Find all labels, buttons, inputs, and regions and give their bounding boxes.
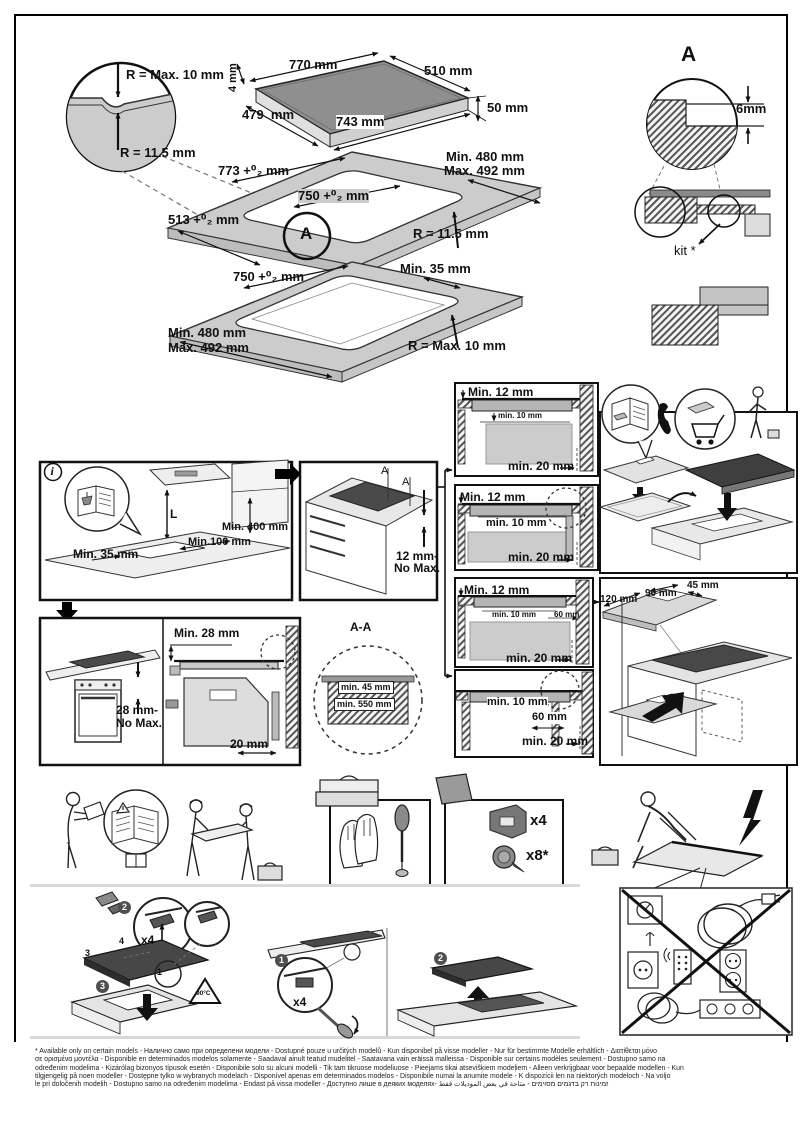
divider-rule-top bbox=[30, 884, 580, 887]
footnote-line: tilgjengelig på noen modeller - Dostępne tylko w wybranych modelach - Disponível apenas em determinados modelos - Disponibile numai la anumite modele - K dispozícii len na niektorých modeloch - Na voljo bbox=[35, 1072, 671, 1080]
hob-depth-right-label: 510 mm bbox=[424, 63, 473, 78]
screw-step-badge: 1 bbox=[275, 954, 288, 967]
lift-step-badge: 2 bbox=[434, 952, 447, 965]
hob-width-top-label: 770 mm bbox=[289, 57, 338, 72]
screws-qty-label: x8* bbox=[526, 847, 549, 864]
cutout-top-width-label: 773 +⁰₂ mm bbox=[218, 163, 290, 178]
section-aa-title: A-A bbox=[350, 620, 372, 634]
flush1-side-label: 60 mm bbox=[554, 610, 580, 619]
removal-step-illustration bbox=[398, 957, 576, 1036]
cutout-flush-depth-max-label: Max. 492 mm bbox=[168, 340, 249, 355]
flush-edge-cross-section bbox=[652, 287, 768, 345]
cutout-flush-wall-label: Min. 35 mm bbox=[400, 261, 471, 276]
footnote-line: le pri določenih modelih - Dostupno samo na određenim modelima - Endast på vissa modeller - Доступно лише в деяких моделях- זמינות רק בדגמים מסוימים - متاحة في بعض الموديلات فقط bbox=[35, 1081, 609, 1089]
cutout-flush-radius-label: R = Max. 10 mm bbox=[408, 338, 506, 353]
cutout-flush-width-label: 750 +⁰₂ mm bbox=[233, 269, 305, 284]
cutout-top-radius-label: R = 11.5 mm bbox=[413, 226, 489, 241]
info-icon: i bbox=[50, 463, 54, 478]
rear-clearance-label: Min.100 mm bbox=[188, 536, 251, 548]
notch-depth-label: 45 mm bbox=[687, 580, 719, 591]
section-cut-a1-label: A bbox=[381, 465, 389, 477]
hood-ref-label: L bbox=[170, 507, 178, 521]
corner-number-1: 1 bbox=[157, 967, 163, 977]
detail-a-gap-label: 6mm bbox=[736, 101, 767, 116]
section-cut-a2-label: A bbox=[402, 476, 410, 488]
hood-height-label: Min. 400 mm bbox=[222, 521, 289, 533]
section-aa-width-label: min. 550 mm bbox=[334, 698, 395, 711]
kit-label: kit * bbox=[674, 243, 696, 258]
hob-width-bottom-label: 743 mm bbox=[336, 114, 385, 129]
electrical-hazard-pictogram bbox=[592, 790, 763, 890]
footnote-line: * Available only on certain models - Налично само при определени модели - Dostupné pouze u určitých modelů - Kun disponibel på visse modeller - Nur für bestimmte Modelle erhältlich - Διατίθεται μόνο bbox=[35, 1048, 658, 1055]
insert-step-badge: 3 bbox=[96, 980, 109, 993]
oven-gap-label-1: 28 mm- bbox=[116, 703, 159, 717]
two-person-carry-pictogram bbox=[187, 800, 282, 880]
cutout-top-front-width-label: 750 +⁰₂ mm bbox=[298, 188, 370, 203]
corner-number-4: 4 bbox=[119, 936, 125, 946]
flush2-below-label: min. 10 mm bbox=[487, 696, 548, 708]
oven-icon bbox=[75, 680, 121, 742]
oven-rear-gap-label: 20 mm bbox=[230, 737, 269, 751]
hardware-panel-illustration bbox=[436, 774, 563, 885]
radius-max-label: R = Max. 10 mm bbox=[126, 67, 224, 82]
side-clearance-label: Min. 35 mm bbox=[73, 547, 139, 561]
temp-warning-label: 90°C bbox=[196, 990, 211, 997]
footnote-line: σε ορισμένα μοντέλα - Disponible en determinados modelos solamente - Saadaval ainult teatud mudelitel - Saatavana vain eräissä malleissa - Disponible sur certains modèles seulement - Dostupno samo na bbox=[35, 1056, 666, 1064]
bracket-install-step-illustration bbox=[72, 892, 229, 1034]
brackets-qty-label: x4 bbox=[530, 812, 547, 829]
topmount1-below-label: min. 10 mm bbox=[498, 411, 543, 420]
topmount1-wall-label: min. 20 mm bbox=[508, 459, 575, 473]
manual-book-icon bbox=[78, 486, 114, 516]
worktop-thickness-label-2: No Max. bbox=[394, 561, 441, 575]
hob-depth-left-label: 479 mm bbox=[242, 107, 295, 122]
topmount2-below-label: min. 10 mm bbox=[486, 517, 547, 529]
multilingual-footnote bbox=[35, 1048, 785, 1089]
topmount2-front-label: Min. 12 mm bbox=[460, 490, 526, 504]
notch-width-label: 90 mm bbox=[645, 588, 677, 599]
gasket-kit-panel-illustration bbox=[600, 385, 797, 573]
prohibited-connections-panel bbox=[620, 888, 792, 1035]
board-width-label: 120 mm bbox=[600, 594, 638, 605]
read-manual-pictogram bbox=[67, 790, 169, 868]
tools-panel-illustration bbox=[316, 776, 430, 885]
screw-fixing-step-illustration bbox=[268, 930, 385, 1041]
bracket-step-badge: 2 bbox=[118, 901, 131, 914]
flush1-below-label: min. 10 mm bbox=[492, 610, 537, 619]
topmount1-front-label: Min. 12 mm bbox=[468, 385, 534, 399]
detail-a-title: A bbox=[681, 43, 697, 66]
bracket-qty-label: x4 bbox=[141, 933, 155, 947]
shelf-board-panel-illustration bbox=[600, 578, 797, 765]
flush1-front-label: Min. 12 mm bbox=[464, 583, 530, 597]
radius-min-label: R = 11.5 mm bbox=[120, 145, 196, 160]
cutout-top-depth-max-label: Max. 492 mm bbox=[444, 163, 525, 178]
topmount2-wall-label: min. 20 mm bbox=[508, 550, 575, 564]
clearances-panel-illustration bbox=[40, 460, 301, 622]
oven-gap-label-2: No Max. bbox=[116, 716, 163, 730]
flush2-side-label: 60 mm bbox=[532, 711, 567, 723]
section-aa-depth-label: min. 45 mm bbox=[338, 681, 394, 694]
oven-top-gap-label: Min. 28 mm bbox=[174, 626, 240, 640]
cutout-corner-marker: A bbox=[300, 224, 313, 243]
divider-rule-bottom bbox=[30, 1036, 580, 1039]
footnote-line: određenim modelima - Kizárólag bizonyos típusok esetén - Disponibile solo su alcuni modelli - Tik tam tikruose modeliuose - Pieejams tikai atsevišķiem modeļiem - Alleen verkrijgbaar voor bepaalde modellen - Kun bbox=[35, 1064, 684, 1072]
worktop-thickness-label-1: 12 mm- bbox=[396, 549, 439, 563]
corner-number-3: 3 bbox=[85, 948, 91, 958]
flush1-wall-label: min. 20 mm bbox=[506, 651, 573, 665]
cutout-top-depth-label: 513 +⁰₂ mm bbox=[168, 212, 240, 227]
cutout-top-depth-min-label: Min. 480 mm bbox=[446, 149, 525, 164]
cutout-flush-depth-min-label: Min. 480 mm bbox=[168, 325, 247, 340]
screw-qty-label: x4 bbox=[293, 995, 307, 1009]
worktop-cutout-flush-illustration bbox=[170, 262, 522, 382]
hob-height-label: 50 mm bbox=[487, 100, 529, 115]
lightning-icon bbox=[739, 790, 763, 846]
flush2-wall-label: min. 20 mm bbox=[522, 734, 589, 748]
hob-thickness-label: 4 mm bbox=[227, 63, 239, 92]
